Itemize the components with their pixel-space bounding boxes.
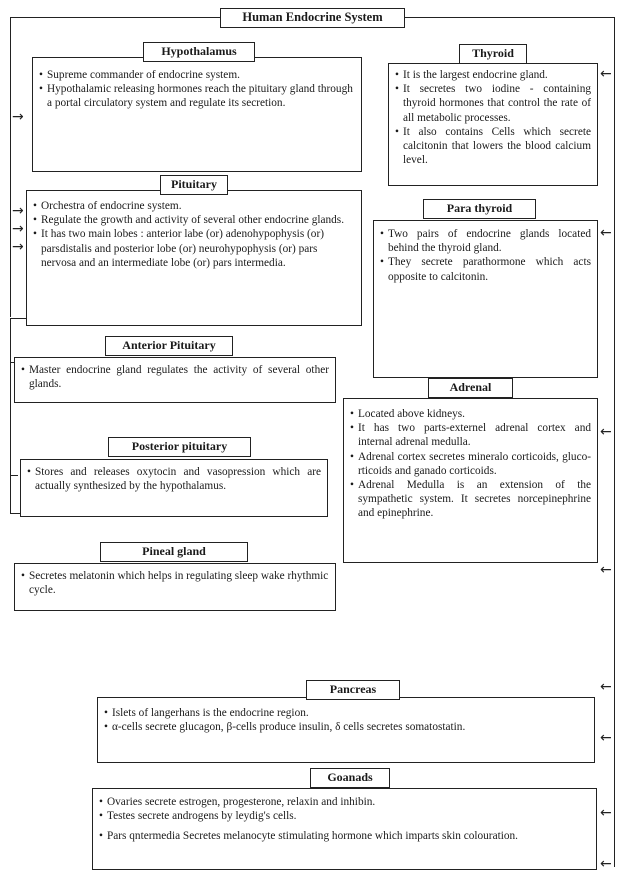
- arrow-left-icon: ←: [600, 805, 612, 821]
- pineal-box: [14, 563, 336, 611]
- anterior-pituitary-title: Anterior Pituitary: [105, 336, 233, 356]
- adrenal-item: • Adrenal Medulla is an extension of the sympathetic system. It secretes norcepinephrine and epinephrine.: [350, 478, 591, 521]
- hypothalamus-item: • Hypothalamic releasing hormones reach the pituitary gland through a portal circulatory system and regulate its secretion.: [39, 82, 355, 110]
- arrow-left-icon: ←: [600, 66, 612, 82]
- thyroid-title: Thyroid: [459, 44, 527, 64]
- diagram-title: Human Endocrine System: [220, 8, 405, 28]
- left-connector-top-cap: [10, 17, 220, 18]
- parathyroid-box: [373, 220, 598, 378]
- gonads-item: • Ovaries secrete estrogen, progesterone, relaxin and inhibin.: [99, 795, 590, 809]
- left-connector-bottom-end: [10, 513, 20, 514]
- right-connector-top-cap: [405, 17, 615, 18]
- left-connector-bottom: [10, 318, 11, 513]
- pancreas-item: • α-cells secrete glucagon, β-cells produce insulin, δ cells secretes somatostatin.: [104, 720, 588, 734]
- hypothalamus-item: • Supreme commander of endocrine system.: [39, 68, 355, 82]
- pituitary-item: • Orchestra of endocrine system.: [33, 199, 355, 213]
- adrenal-item: • It has two parts-externel adrenal cortex and internal adrenal medulla.: [350, 421, 591, 449]
- pituitary-box: [26, 190, 362, 326]
- pituitary-item: • It has two main lobes : anterior labe (or) adenohypophysis (or) parsdistalis and posterior lobe (or) neurohypophysis (or) pars nervosa and an intermediate lobe (or) pars intermedia.: [33, 227, 355, 270]
- thyroid-item: • It secretes two iodine - containing thyroid hormones that control the rate of all metabolic processes.: [395, 82, 591, 125]
- hypothalamus-box: [32, 57, 362, 172]
- arrow-right-icon: →: [12, 239, 24, 255]
- left-connector-top: [10, 17, 11, 317]
- parathyroid-title: Para thyroid: [423, 199, 536, 219]
- posterior-pituitary-box: [20, 459, 328, 517]
- thyroid-item: • It is the largest endocrine gland.: [395, 68, 591, 82]
- gonads-item: • Pars qntermedia Secretes melanocyte stimulating hormone which imparts skin colouration.: [99, 829, 590, 843]
- parathyroid-item: • They secrete parathormone which acts opposite to calcitonin.: [380, 255, 591, 283]
- adrenal-title: Adrenal: [428, 378, 513, 398]
- anterior-pituitary-item: • Master endocrine gland regulates the activity of several other glands.: [21, 363, 329, 391]
- pituitary-title: Pituitary: [160, 175, 228, 195]
- adrenal-box: [343, 398, 598, 563]
- pancreas-box: [97, 697, 595, 763]
- anterior-pituitary-box: [14, 357, 336, 403]
- adrenal-item: • Adrenal cortex secretes mineralo corticoids, gluco-rticoids and ganado corticoids.: [350, 450, 591, 478]
- parathyroid-item: • Two pairs of endocrine glands located behind the thyroid gland.: [380, 227, 591, 255]
- thyroid-item: • It also contains Cells which secrete calcitonin that lowers the blood calcium level.: [395, 125, 591, 168]
- arrow-right-icon: →: [12, 203, 24, 219]
- posterior-branch: [10, 475, 18, 476]
- arrow-left-icon: ←: [600, 679, 612, 695]
- arrow-right-icon: →: [12, 109, 24, 125]
- pancreas-title: Pancreas: [306, 680, 400, 700]
- arrow-left-icon: ←: [600, 856, 612, 872]
- pineal-title: Pineal gland: [100, 542, 248, 562]
- thyroid-box: [388, 63, 598, 186]
- pituitary-item: • Regulate the growth and activity of several other endocrine glands.: [33, 213, 355, 227]
- gonads-title: Goanads: [310, 768, 390, 788]
- arrow-left-icon: ←: [600, 424, 612, 440]
- arrow-left-icon: ←: [600, 225, 612, 241]
- arrow-left-icon: ←: [600, 730, 612, 746]
- posterior-pituitary-item: • Stores and releases oxytocin and vasopression which are actually synthesized by the hypothalamus.: [27, 465, 321, 493]
- arrow-right-icon: →: [12, 221, 24, 237]
- adrenal-item: • Located above kidneys.: [350, 407, 591, 421]
- arrow-left-icon: ←: [600, 562, 612, 578]
- posterior-pituitary-title: Posterior pituitary: [108, 437, 251, 457]
- pineal-item: • Secretes melatonin which helps in regulating sleep wake rhythmic cycle.: [21, 569, 329, 597]
- pancreas-item: • Islets of langerhans is the endocrine region.: [104, 706, 588, 720]
- gonads-box: [92, 788, 597, 870]
- hypothalamus-title: Hypothalamus: [143, 42, 255, 62]
- right-connector: [614, 17, 615, 867]
- gonads-item: • Testes secrete androgens by leydig's cells.: [99, 809, 590, 823]
